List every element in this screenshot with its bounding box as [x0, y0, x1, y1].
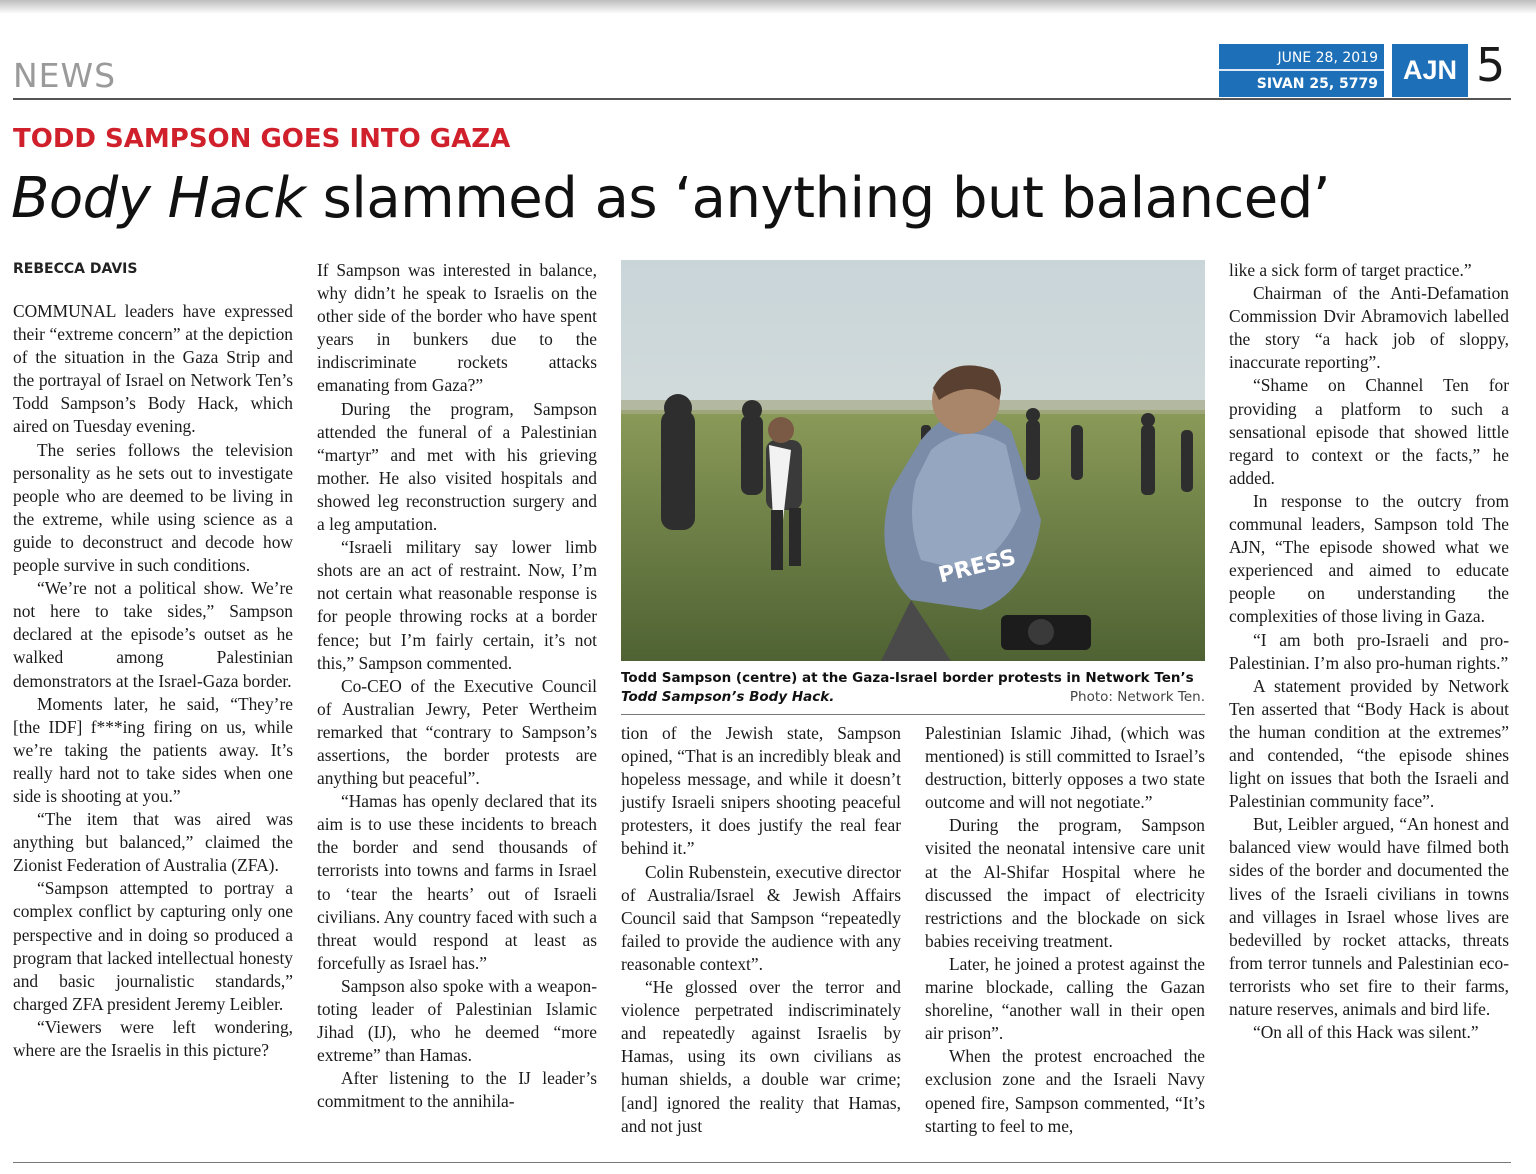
paragraph: But, Leibler argued, “An honest and balanced view would have filmed both sides of the border and documented the lives of the Israeli civilians in towns and villages in Israel whose lives are bedevilled by rocket attacks, threats from terror tunnels and Palestinian eco-terrorists who set fire to their farms, nature reserves, animals and bird life. — [1229, 814, 1509, 1019]
column-1 — [13, 300, 293, 1062]
paragraph: After listening to the IJ leader’s commitment to the annihila- — [317, 1068, 597, 1112]
date-separator — [1219, 69, 1384, 71]
paragraph: “I am both pro-Israeli and pro-Palestinian. I’m also pro-human rights.” — [1229, 629, 1509, 673]
paragraph: COMMUNAL leaders have expressed their “extreme concern” at the depiction of the situation in the Gaza Strip and the portrayal of Israel on Network Ten’s Todd Sampson’s Body Hack, which aired on Tuesday evening. — [13, 301, 293, 437]
headline-rest: slammed as ‘anything but balanced’ — [305, 166, 1331, 231]
paragraph: Colin Rubenstein, executive director of Australia/Israel & Jewish Affairs Council said that Sampson “repeatedly failed to provide the audience with any reasonable context”. — [621, 861, 901, 974]
paragraph: Later, he joined a protest against the marine blockade, calling the Gazan shoreline, “another wall in their open air prison”. — [925, 953, 1205, 1044]
paragraph: like a sick form of target practice.” — [1229, 260, 1472, 280]
paragraph: Palestinian Islamic Jihad, (which was mentioned) is still committed to Israel’s destruction, bitterly opposes a two state outcome and will not negotiate.” — [925, 723, 1205, 813]
column-5 — [1229, 259, 1509, 1044]
footer-rule — [13, 1162, 1511, 1163]
paragraph: Chairman of the Anti-Defamation Commission Dvir Abramovich labelled the story “a hack job of sloppy, inaccurate reporting”. — [1229, 283, 1509, 373]
date-hebrew: SIVAN 25, 5779 — [1256, 76, 1378, 92]
paragraph: If Sampson was interested in balance, why didn’t he speak to Israelis on the other side of the border who have spent years in bunkers due to the indiscriminate rockets attacks emanating from Gaza?” — [317, 260, 597, 396]
paragraph: “Hamas has openly declared that its aim is to use these incidents to breach the border and send thousands of terrorists into towns and farms in Israel to ‘tear the hearts’ out of Israeli civilians. Any country faced with such a threat would respond at least as forcefully as Israel has.” — [317, 791, 597, 973]
photo-caption — [621, 669, 1205, 707]
vest-press-label: PRESS — [935, 545, 1019, 589]
article-kicker: TODD SAMPSON GOES INTO GAZA — [13, 124, 511, 154]
paragraph: tion of the Jewish state, Sampson opined, “That is an incredibly bleak and hopeless message, and while it doesn’t justify Israeli snipers shooting peaceful protesters, it does justify the real fear behind it.” — [621, 723, 901, 859]
headline-italic: Body Hack — [11, 166, 306, 231]
paragraph: “Viewers were left wondering, where are the Israelis in this picture? — [13, 1016, 293, 1060]
paragraph: “Shame on Channel Ten for providing a platform to such a sensational episode that showed little regard to context or the facts,” he added. — [1229, 375, 1509, 488]
page-top-shade — [0, 0, 1536, 14]
section-label: NEWS — [13, 56, 117, 95]
paragraph: Moments later, he said, “They’re [the IDF] f***ing firing on us, while we’re taking the patients away. It’s really hard not to take sides when one side is shooting at you.” — [13, 693, 293, 806]
column-4 — [925, 722, 1205, 1138]
ajn-logo: AJN — [1392, 44, 1468, 97]
byline: REBECCA DAVIS — [13, 261, 138, 277]
page-number: 5 — [1476, 38, 1506, 92]
article-headline — [11, 166, 1330, 231]
paragraph: The series follows the television personality as he sets out to investigate people who are deemed to be living in the extreme, while using science as a guide to deconstruct and decode how people survive in such conditions. — [13, 439, 293, 576]
date-gregorian: JUNE 28, 2019 — [1277, 50, 1378, 66]
paragraph: “We’re not a political show. We’re not here to take sides,” Sampson declared at the episode’s outset as he walked among Palestinian demonstrators at the Israel-Gaza border. — [13, 578, 293, 691]
paragraph: “Sampson attempted to portray a complex conflict by capturing only one perspective and in doing so produced a program that lacked intellectual honesty and basic journalistic standards,” charged ZFA president Jeremy Leibler. — [13, 878, 293, 1014]
caption-rule — [621, 714, 1205, 715]
date-box — [1219, 44, 1384, 97]
paragraph: In response to the outcry from communal leaders, Sampson told The AJN, “The episode showed what we experienced and aimed to educate people on understanding the complexities of those living in Gaza. — [1229, 490, 1509, 627]
paragraph: “The item that was aired was anything but balanced,” claimed the Zionist Federation of Australia (ZFA). — [13, 809, 293, 876]
photo-credit: Photo: Network Ten. — [1069, 689, 1205, 705]
article-photo — [621, 260, 1205, 661]
paragraph: “Israeli military say lower limb shots are an act of restraint. Now, I’m not certain what reasonable response is for people throwing rocks at a border fence; but I’m fairly certain, it’s not this,” Sampson commented. — [317, 537, 597, 673]
paragraph: A statement provided by Network Ten asserted that “Body Hack is about the human condition at the extremes” and contended, “the episode shines light on issues that both the Israeli and Palestinian community face”. — [1229, 675, 1509, 812]
caption-line-2: Todd Sampson’s Body Hack. — [621, 689, 835, 705]
paragraph: Sampson also spoke with a weapon-toting leader of Palestinian Islamic Jihad (IJ), who he deemed “more extreme” than Hamas. — [317, 975, 597, 1066]
paragraph: During the program, Sampson attended the funeral of a Palestinian “martyr” and met with his grieving mother. He also visited hospitals and showed leg reconstruction surgery and a leg amputation. — [317, 398, 597, 535]
caption-line-1: Todd Sampson (centre) at the Gaza-Israel border protests in Network Ten’s — [621, 670, 1194, 686]
paragraph: Co-CEO of the Executive Council of Australian Jewry, Peter Wertheim remarked that “contrary to Sampson’s assertions, the border protests are anything but peaceful”. — [317, 675, 597, 789]
paragraph: “He glossed over the terror and violence perpetrated indiscriminately and repeatedly against Israelis by Hamas, using its own civilians as human shields, a double war crime; [and] ignored the reality that Hamas, and not just — [621, 977, 901, 1136]
header-rule — [13, 98, 1511, 100]
column-2 — [317, 259, 597, 1113]
column-3 — [621, 722, 901, 1138]
paragraph: “On all of this Hack was silent.” — [1253, 1022, 1479, 1043]
protest-photo-illustration — [621, 260, 1205, 661]
paragraph: When the protest encroached the exclusion zone and the Israeli Navy opened fire, Sampson commented, “It’s starting to feel to me, — [925, 1046, 1205, 1136]
paragraph: During the program, Sampson visited the neonatal intensive care unit at the Al-Shifar Hospital where he discussed the impact of electricity restrictions and the blockade on sick babies receiving treatment. — [925, 815, 1205, 951]
